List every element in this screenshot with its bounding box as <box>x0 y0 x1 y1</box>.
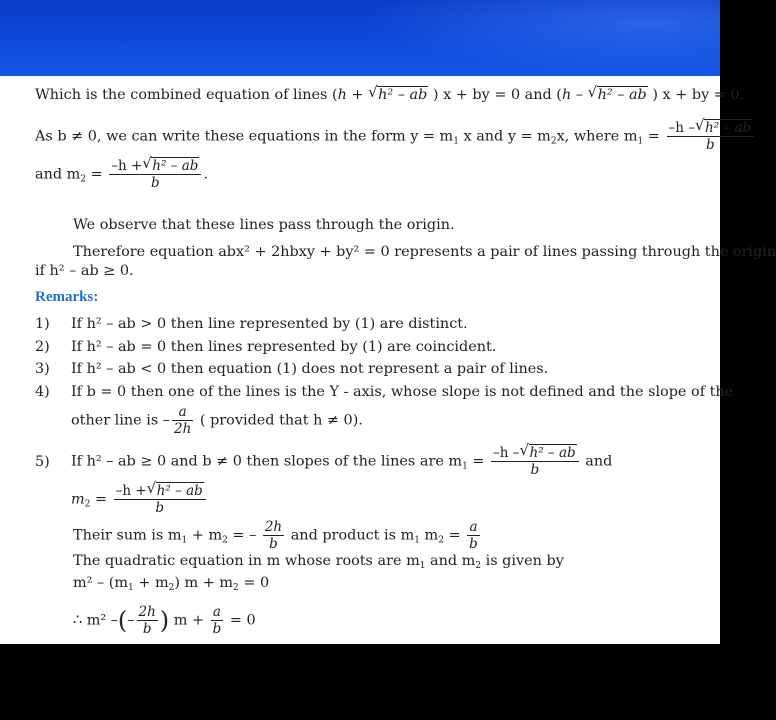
text-segment: = 0 <box>225 612 256 629</box>
line-quadratic <box>73 552 564 575</box>
subscript: 2 <box>438 535 444 546</box>
text-segment: If h² – ab ≥ 0 and b ≠ 0 then slopes of the lines are m <box>71 453 463 470</box>
fraction-denominator: b <box>530 462 540 478</box>
fraction-denominator: b <box>212 621 222 637</box>
fraction-m1 <box>491 445 579 478</box>
fraction-numerator <box>491 445 579 462</box>
subscript: 1 <box>128 583 134 593</box>
fraction-denominator: b <box>155 500 165 516</box>
text-h: h <box>561 87 572 103</box>
right-paren: ) <box>159 606 170 635</box>
fraction-m2 <box>109 158 201 191</box>
subscript: 1 <box>181 535 188 546</box>
line-m2-remark5 <box>71 483 208 516</box>
subscript: 2 <box>550 136 557 147</box>
text-segment: = <box>90 491 112 508</box>
text-segment: and <box>580 453 613 470</box>
remark-4-continued <box>71 404 363 437</box>
subscript: 1 <box>414 535 420 546</box>
fraction-denominator: b <box>151 175 160 191</box>
remark-number: 5) <box>35 453 50 470</box>
remark-text: If b = 0 then one of the lines is the Y - axis, whose slope is not defined and the slope of the <box>71 384 734 400</box>
sqrt-h2-ab <box>520 445 577 461</box>
line-form-m1 <box>35 120 756 153</box>
subscript: 2 <box>168 583 175 593</box>
text-segment: is given by <box>481 553 564 569</box>
subscript: 1 <box>637 136 644 147</box>
text-segment: = <box>443 527 466 544</box>
remark-number: 3) <box>35 361 50 377</box>
text-segment: = – <box>227 527 261 544</box>
text-segment: m <box>419 527 439 544</box>
text-segment: –h – <box>493 445 520 461</box>
remark-5 <box>35 445 612 478</box>
header-bar <box>0 0 720 76</box>
remark-1 <box>35 315 468 333</box>
fraction-denominator: b <box>142 621 152 637</box>
text-segment: –h + <box>115 483 147 499</box>
remark-text: If h² – ab = 0 then lines represented by (1) are coincident. <box>71 339 497 355</box>
line-condition: if h² – ab ≥ 0. <box>35 263 134 279</box>
text-segment: m² – (m <box>73 575 129 591</box>
text-segment: = 0 <box>238 575 270 591</box>
fraction-numerator: a <box>211 604 224 621</box>
text-segment: = <box>86 166 108 183</box>
subscript: 1 <box>419 561 426 571</box>
text-segment: and product is m <box>286 527 415 544</box>
fraction-denominator: b <box>269 536 278 552</box>
sqrt-h2-ab <box>695 120 752 136</box>
fraction-2h-over-b <box>263 519 284 552</box>
text-segment: and m <box>35 166 81 183</box>
text-segment: – <box>127 612 135 629</box>
text-segment: ( provided that h ≠ 0). <box>195 412 363 429</box>
subscript: 2 <box>222 535 228 546</box>
left-paren: ( <box>117 606 128 635</box>
fraction-m2 <box>114 483 206 516</box>
equation-quadratic-1 <box>73 574 269 597</box>
fraction-denominator: b <box>469 536 478 552</box>
radicand: h² – ab <box>529 445 576 461</box>
remark-text: If h² – ab > 0 then line represented by (1) are distinct. <box>71 316 468 332</box>
fraction-numerator: 2h <box>138 604 156 620</box>
remark-number: 1) <box>35 316 50 332</box>
text-segment: ) m + m <box>174 575 234 591</box>
sqrt-h2-ab <box>142 158 199 174</box>
fraction-numerator <box>109 158 201 175</box>
remark-text: If h² – ab < 0 then equation (1) does not represent a pair of lines. <box>71 361 549 377</box>
sqrt-h2-ab <box>147 483 204 499</box>
text-segment: ∴ m² – <box>73 612 118 629</box>
document-page <box>0 76 776 644</box>
line-observe: We observe that these lines pass through the origin. <box>73 217 455 233</box>
text-segment: m + <box>169 612 209 629</box>
text-segment: + m <box>133 575 169 591</box>
remarks-heading: Remarks: <box>35 289 99 305</box>
sqrt-h2-ab <box>368 86 428 104</box>
text-h: h <box>337 87 347 103</box>
subscript: 2 <box>84 499 91 510</box>
radicand: h² – ab <box>597 87 647 103</box>
remark-4 <box>35 383 733 401</box>
text-segment: x, where m <box>556 128 638 145</box>
fraction-numerator: a <box>172 404 193 421</box>
fraction-numerator <box>114 483 206 500</box>
text-segment: + m <box>187 527 223 544</box>
fraction-numerator <box>667 120 755 137</box>
subscript: 2 <box>80 174 87 185</box>
line-therefore: Therefore equation abx² + 2hbxy + by² = 0 represents a pair of lines passing through the origin <box>73 244 776 260</box>
fraction-denominator: b <box>705 137 715 153</box>
text-segment: x and y = m <box>458 128 551 145</box>
remark-2 <box>35 338 496 356</box>
fraction-2h-over-b <box>137 604 158 637</box>
text-segment: m <box>71 491 85 508</box>
text-segment: . <box>203 166 209 183</box>
subscript: 1 <box>453 136 459 147</box>
text-segment: = <box>467 453 490 470</box>
radicand: h² – ab <box>156 483 203 499</box>
text-segment: other line is – <box>71 412 171 429</box>
remark-number: 2) <box>35 339 50 355</box>
text-segment: and m <box>425 553 476 569</box>
remark-3 <box>35 360 548 378</box>
subscript: 1 <box>462 461 468 472</box>
fraction-a-over-b <box>211 604 224 637</box>
footer-bar <box>0 644 720 720</box>
fraction-m1 <box>667 120 755 153</box>
fraction-numerator: 2h <box>264 519 283 535</box>
radicand: h² – ab <box>152 158 199 174</box>
text-segment: ) x + by = 0. <box>647 87 745 103</box>
fraction-denominator: 2h <box>174 421 192 437</box>
line-m2 <box>35 158 208 191</box>
radicand: h² – ab <box>705 120 752 136</box>
text-segment: = <box>643 128 665 145</box>
fraction-numerator: a <box>467 519 480 536</box>
subscript: 2 <box>233 583 239 593</box>
text-segment: ) x + by = 0 and ( <box>428 87 562 103</box>
sqrt-h2-ab <box>588 86 648 104</box>
text-segment: –h – <box>668 120 695 136</box>
radicand: h² – ab <box>378 87 428 103</box>
text-segment: –h + <box>111 158 143 174</box>
text-segment: As b ≠ 0, we can write these equations in the form y = m <box>35 128 454 145</box>
line-sum-product <box>73 519 482 552</box>
fraction-a-over-b <box>467 519 480 552</box>
remark-number: 4) <box>35 384 50 400</box>
subscript: 2 <box>475 561 482 571</box>
header-sheen <box>360 0 720 76</box>
equation-quadratic-2 <box>73 604 256 637</box>
line-combined-equation: Which is the combined equation of lines (h + √ h² – ab ) x + by = 0 and (h – √ h² – ab ) x + by = 0. <box>35 86 744 104</box>
text-segment: The quadratic equation in m whose roots are m <box>73 553 420 569</box>
text-segment: Which is the combined equation of lines ( <box>35 87 338 103</box>
fraction-a-over-2h <box>172 404 193 437</box>
text-segment: Their sum is m <box>73 527 182 544</box>
